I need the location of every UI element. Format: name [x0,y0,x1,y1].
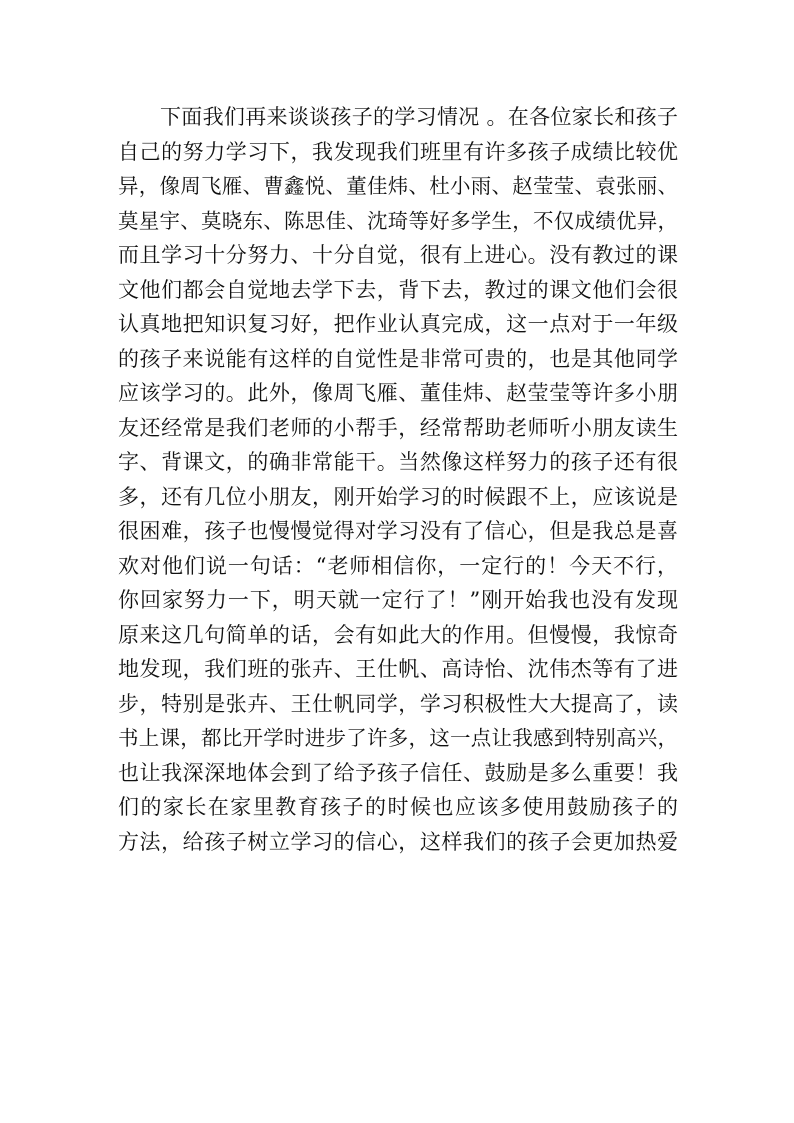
text-line: 们的家长在家里教育孩子的时候也应该多使用鼓励孩子的 [118,795,678,819]
text-line: 认真地把知识复习好，把作业认真完成，这一点对于一年级 [118,312,678,336]
text-line: 步，特别是张卉、王仕帆同学，学习积极性大大提高了，读 [118,691,678,716]
text-line: 的孩子来说能有这样的自觉性是非常可贵的，也是其他同学 [118,346,678,371]
text-line: 方法，给孩子树立学习的信心，这样我们的孩子会更加热爱 [118,829,678,854]
text-line: 很困难，孩子也慢慢觉得对学习没有了信心，但是我总是喜 [118,519,678,543]
text-line: 多，还有几位小朋友，刚开始学习的时候跟不上，应该说是 [118,484,678,509]
text-line: 自己的努力学习下，我发现我们班里有许多孩子成绩比较优 [118,139,678,164]
text-line: 应该学习的。此外，像周飞雁、董佳炜、赵莹莹等许多小朋 [118,381,678,405]
text-line: 友还经常是我们老师的小帮手，经常帮助老师听小朋友读生 [118,415,678,440]
text-line: 欢对他们说一句话：“老师相信你，一定行的！今天不行， [118,553,678,578]
text-line: 而且学习十分努力、十分自觉，很有上进心。没有教过的课 [118,243,678,267]
text-line: 异，像周飞雁、曹鑫悦、董佳炜、杜小雨、赵莹莹、袁张丽、 [118,174,678,198]
text-line: 文他们都会自觉地去学下去，背下去，教过的课文他们会很 [118,277,678,302]
text-line: 你回家努力一下，明天就一定行了！”刚开始我也没有发现 [118,588,678,612]
text-line: 原来这几句简单的话，会有如此大的作用。但慢慢，我惊奇 [118,622,678,647]
body-paragraph [118,100,678,859]
text-line: 地发现，我们班的张卉、王仕帆、高诗怡、沈伟杰等有了进 [118,657,678,681]
text-line: 字、背课文，的确非常能干。当然像这样努力的孩子还有很 [118,450,678,474]
text-line: 书上课，都比开学时进步了许多，这一点让我感到特别高兴， [118,726,678,750]
text-line: 也让我深深地体会到了给予孩子信任、鼓励是多么重要！我 [118,760,678,785]
text-line: 下面我们再来谈谈孩子的学习情况 。在各位家长和孩子 [160,105,678,129]
text-line: 莫星宇、莫晓东、陈思佳、沈琦等好多学生，不仅成绩优异， [118,208,678,233]
